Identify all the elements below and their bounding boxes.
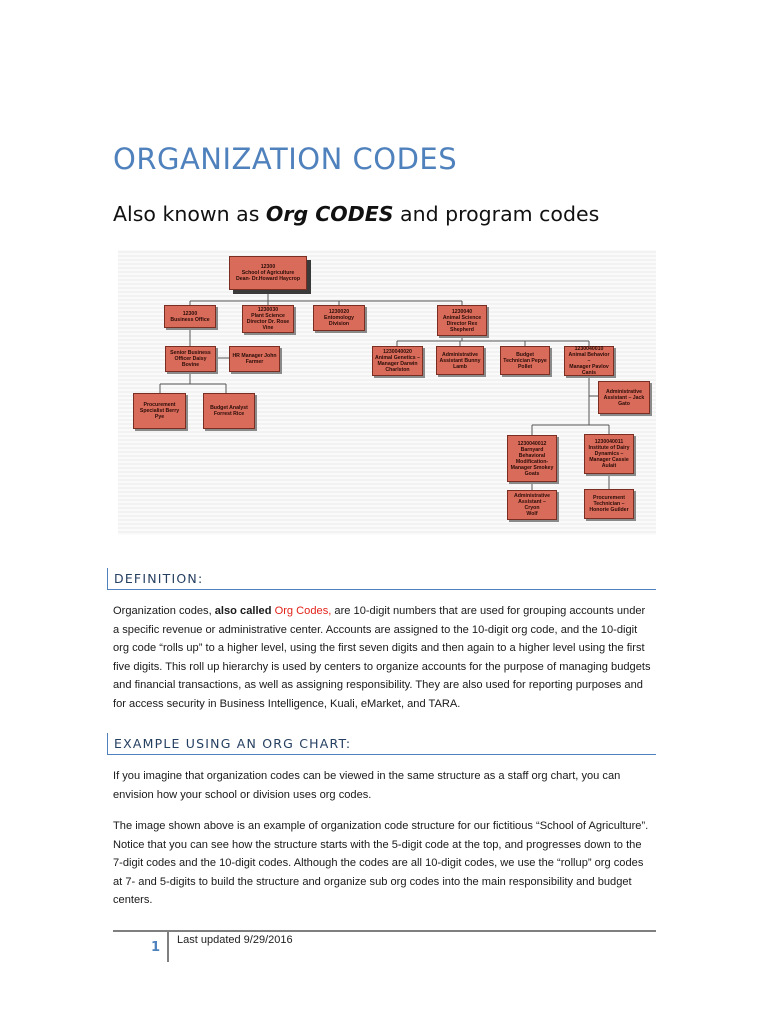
subtitle-prefix: Also known as [113,202,266,226]
definition-text-red: Org Codes, [274,605,332,617]
org-node-animal-behavior: 1230040010 Animal Behavior – Manager Pavlov Canis [564,346,614,376]
definition-heading-box [107,568,656,590]
org-node-business-office: 12300 Business Office [164,305,216,328]
example-heading: EXAMPLE USING AN ORG CHART: [114,736,352,751]
footer-rule [113,930,656,932]
definition-text-bold: also called [214,605,275,617]
org-node-entomology: 1230020 Entomology Division [313,305,365,331]
example-paragraph-2: The image shown above is an example of organization code structure for our fictitious “School of Agriculture”. Notice that you can see how the structure starts with the 5-digit code at the top, and progresses down to the 7-digit codes and the 10-digit codes. Although the codes are all 10-digit codes, we use the “rollup” org codes at 7- and 5-digits to build the structure and organize sub org codes into the main responsibility and budget centers. [113,820,649,906]
page-title: ORGANIZATION CODES [113,142,458,176]
org-node-senior-business-officer: Senior Business Officer Daisy Bovine [165,346,216,372]
subtitle-suffix: and program codes [393,202,600,226]
org-node-admin-assistant-wolf: Administrative Assistant – Cryon Wolf [507,490,557,520]
org-node-admin-assistant-gato: Administrative Assistant – Jack Gato [598,381,650,414]
org-node-plant-science: 1230030 Plant Science Director Dr. Rose Vine [242,305,294,333]
example-paragraph-1: If you imagine that organization codes can be viewed in the same structure as a staff org chart, you can envision how your school or division uses org codes. [113,770,621,801]
footer-divider [167,932,169,962]
org-node-school-of-agriculture: 12300 School of Agriculture Dean- Dr.Howard Haycrop [229,256,307,290]
org-node-animal-genetics: 1230040020 Animal Genetics – Manager Darwin Charlston [372,346,423,376]
definition-heading: DEFINITION: [114,571,204,586]
last-updated: Last updated 9/29/2016 [177,934,293,946]
org-node-admin-assistant-lamb: Administrative Assistant Bunny Lamb [436,346,484,375]
definition-text-b: are 10-digit numbers that are used for grouping accounts under a specific revenue or administrative center. Accounts are assigned to the 10-digit org code, and the 10-digit org code “rolls up” to a higher level, using the first seven digits and then again to a higher level using the first five digits. This roll up hierarchy is used by centers to organize accounts for the purpose of managing budgets and financial transactions, as well as assigning responsibility. They are also used for reporting purposes and for access security in Business Intelligence, Kuali, eMarket, and TARA. [113,605,651,710]
example-heading-box [107,733,656,755]
org-node-procurement-technician: Procurement Technician – Honorie Guilder [584,489,634,519]
org-node-budget-analyst: Budget Analyst Forrest Rice [203,393,255,429]
org-node-animal-science: 1230040 Animal Science Director Rex Shepherd [437,305,487,336]
org-node-barnyard-behavioral: 1230040012 Barnyard Behavioral Modification- Manager Smokey Goats [507,435,557,482]
definition-paragraph [113,602,653,713]
page-number: 1 [151,940,161,955]
org-node-hr-manager: HR Manager John Farmer [229,346,280,372]
org-node-budget-technician: Budget Technician Pepye Pollet [500,346,550,375]
org-node-procurement-specialist: Procurement Specialist Berry Pye [133,393,186,429]
definition-text-a: Organization codes, [113,605,215,617]
org-node-institute-of-dairy: 1230040011 Institute of Dairy Dynamics – Manager Cassie Aulait [584,434,634,474]
subtitle-emphasis: Org CODES [265,202,394,226]
